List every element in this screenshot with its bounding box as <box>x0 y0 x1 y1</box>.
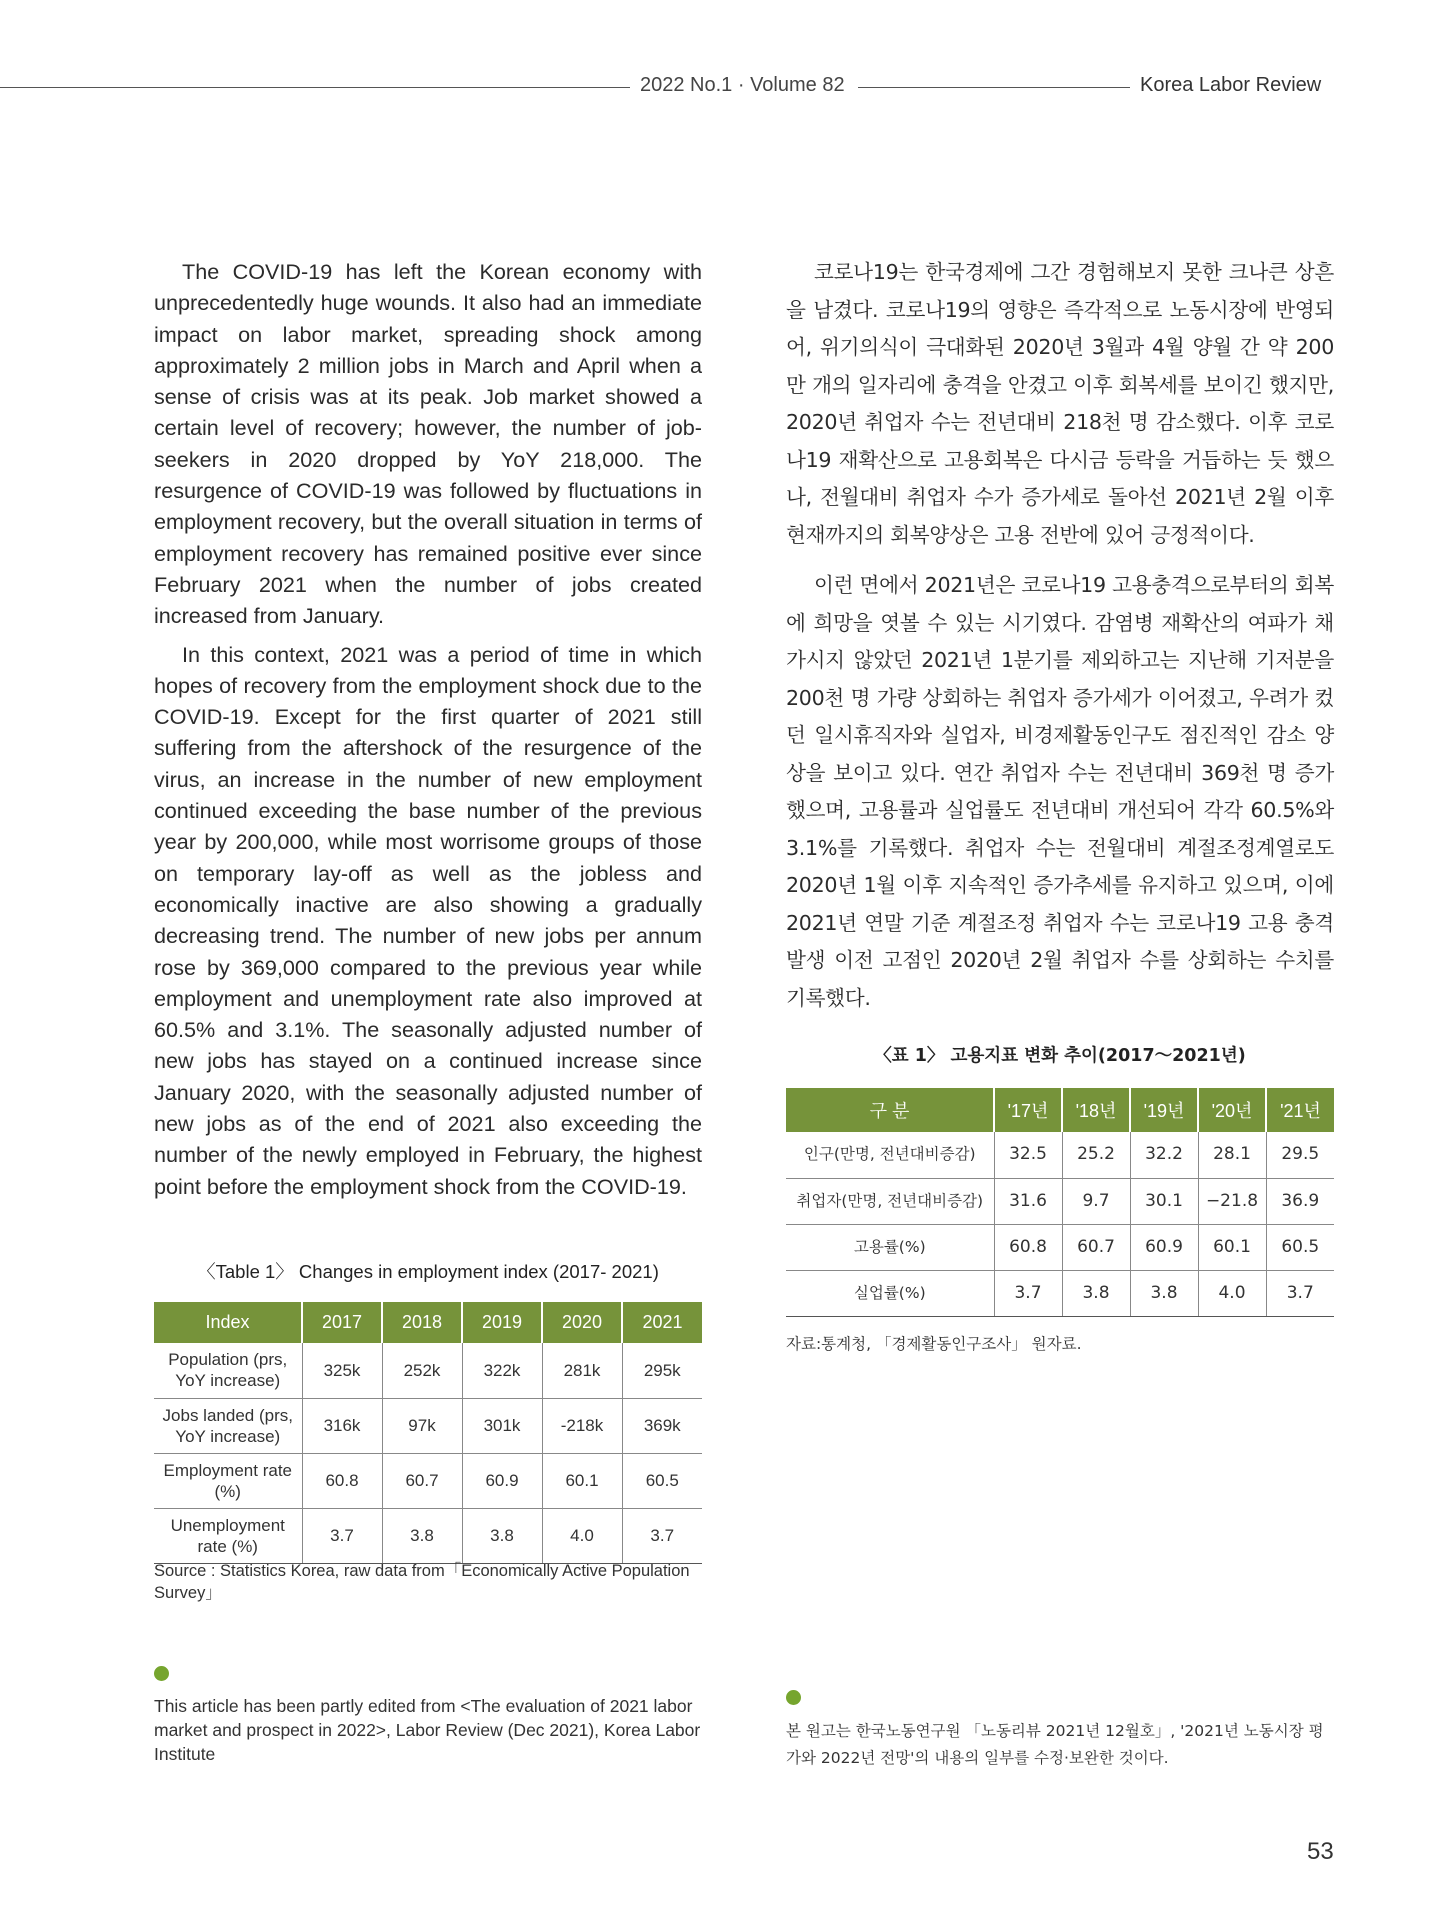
table-cell: 9.7 <box>1062 1178 1130 1224</box>
table-cell: 252k <box>382 1343 462 1398</box>
table-cell: 369k <box>622 1398 702 1453</box>
table-cell: 4.0 <box>1198 1270 1266 1316</box>
table-cell: 3.7 <box>622 1508 702 1563</box>
table-cell: 325k <box>302 1343 382 1398</box>
issue-label: 2022 No.1 · Volume 82 <box>640 74 845 96</box>
korean-table-header-row <box>786 1088 1334 1132</box>
table-cell: 60.8 <box>302 1453 382 1508</box>
korean-column <box>786 254 1334 1030</box>
table-cell: 28.1 <box>1198 1132 1266 1178</box>
table-cell: 301k <box>462 1398 542 1453</box>
english-header-2019: 2019 <box>462 1302 542 1343</box>
english-column <box>154 256 702 1209</box>
table-row <box>154 1453 702 1508</box>
table-cell: 281k <box>542 1343 622 1398</box>
korean-header-17: '17년 <box>994 1088 1062 1132</box>
table-cell: 29.5 <box>1266 1132 1334 1178</box>
table-cell: 60.1 <box>542 1453 622 1508</box>
english-header-2020: 2020 <box>542 1302 622 1343</box>
english-header-index: Index <box>154 1302 302 1343</box>
table-cell: 322k <box>462 1343 542 1398</box>
table-cell: 97k <box>382 1398 462 1453</box>
korean-header-21: '21년 <box>1266 1088 1334 1132</box>
table-cell: 60.7 <box>382 1453 462 1508</box>
table-cell: 3.8 <box>1130 1270 1198 1316</box>
english-footnote: This article has been partly edited from <The evaluation of 2021 labor market and prospect in 2022>, Labor Review (Dec 2021), Korea Labor Institute <box>154 1696 701 1764</box>
table-row <box>154 1343 702 1398</box>
table-row <box>154 1508 702 1563</box>
table-row <box>786 1132 1334 1178</box>
english-table-header-row <box>154 1302 702 1343</box>
english-header-2018: 2018 <box>382 1302 462 1343</box>
table-cell: 32.5 <box>994 1132 1062 1178</box>
row-label: Employment rate (%) <box>154 1453 302 1508</box>
row-label: 고용률(%) <box>786 1224 994 1270</box>
table-cell: 4.0 <box>542 1508 622 1563</box>
table-cell: 25.2 <box>1062 1132 1130 1178</box>
korean-header-20: '20년 <box>1198 1088 1266 1132</box>
row-label: 취업자(만명, 전년대비증감) <box>786 1178 994 1224</box>
table-cell: 32.2 <box>1130 1132 1198 1178</box>
table-cell: 3.7 <box>302 1508 382 1563</box>
korean-footnote: 본 원고는 한국노동연구원 「노동리뷰 2021년 12월호」, '2021년 노동시장 평가와 2022년 전망'의 내용의 일부를 수정·보완한 것이다. <box>786 1722 1324 1767</box>
table-cell: 3.8 <box>1062 1270 1130 1316</box>
korean-header-18: '18년 <box>1062 1088 1130 1132</box>
table-cell: 60.5 <box>622 1453 702 1508</box>
table-cell: 3.8 <box>382 1508 462 1563</box>
english-paragraph-2: In this context, 2021 was a period of time in which hopes of recovery from the employment shock due to the COVID-19. Except for the first quarter of 2021 still suffering from the aftershock of the resurgence of the virus, an increase in the number of new employment continued exceeding the base number of the previous year by 200,000, while most worrisome groups of those on temporary lay-off as well as the jobless and economically inactive are also showing a gradually decreasing trend. The number of new jobs per annum rose by 369,000 compared to the previous year while employment and unemployment rate also improved at 60.5% and 3.1%. The seasonally adjusted number of new jobs has stayed on a continued increase since January 2020, with the seasonally adjusted number of new jobs as of the end of 2021 also exceeding the number of the newly employed in February, the highest point before the employment shock from the COVID-19. <box>154 641 702 1199</box>
table-cell: 60.5 <box>1266 1224 1334 1270</box>
table-cell: 316k <box>302 1398 382 1453</box>
table-cell: 3.7 <box>1266 1270 1334 1316</box>
header-rule-middle <box>858 87 1130 88</box>
row-label: Jobs landed (prs, YoY increase) <box>154 1398 302 1453</box>
row-label: 인구(만명, 전년대비증감) <box>786 1132 994 1178</box>
table-cell: 30.1 <box>1130 1178 1198 1224</box>
english-paragraph-1: The COVID-19 has left the Korean economy with unprecedentedly huge wounds. It also had an immediate impact on labor market, spreading shock among approximately 2 million jobs in March and April when a sense of crisis was at its peak. Job market showed a certain level of recovery; however, the number of job-seekers in 2020 dropped by YoY 218,000. The resurgence of COVID-19 was followed by fluctuations in employment recovery, but the overall situation in terms of employment recovery has remained positive ever since February 2021 when the number of jobs created increased from January. <box>154 259 702 629</box>
english-header-2021: 2021 <box>622 1302 702 1343</box>
table-cell: 36.9 <box>1266 1178 1334 1224</box>
row-label: Population (prs, YoY increase) <box>154 1343 302 1398</box>
footnote-bullet-icon <box>786 1690 801 1705</box>
table-row <box>154 1398 702 1453</box>
table-cell: 3.8 <box>462 1508 542 1563</box>
english-table-source: Source : Statistics Korea, raw data from「Economically Active Population Survey」 <box>154 1562 690 1602</box>
header-rule-left <box>0 87 630 88</box>
english-header-2017: 2017 <box>302 1302 382 1343</box>
korean-table-caption: 〈표 1〉 고용지표 변화 추이(2017～2021년) <box>874 1046 1246 1066</box>
journal-title: Korea Labor Review <box>1140 74 1322 96</box>
row-label: 실업률(%) <box>786 1270 994 1316</box>
korean-table-source: 자료:통계청, 「경제활동인구조사」 원자료. <box>786 1335 1082 1353</box>
table-cell: 295k <box>622 1343 702 1398</box>
table-cell: 60.9 <box>1130 1224 1198 1270</box>
table-row <box>786 1270 1334 1316</box>
table-cell: 60.9 <box>462 1453 542 1508</box>
row-label: Unemployment rate (%) <box>154 1508 302 1563</box>
footnote-bullet-icon <box>154 1666 169 1681</box>
table-cell: 3.7 <box>994 1270 1062 1316</box>
table-cell: 60.8 <box>994 1224 1062 1270</box>
table-cell: −21.8 <box>1198 1178 1266 1224</box>
table-cell: -218k <box>542 1398 622 1453</box>
table-row <box>786 1178 1334 1224</box>
table-row <box>786 1224 1334 1270</box>
table-cell: 60.7 <box>1062 1224 1130 1270</box>
korean-header-19: '19년 <box>1130 1088 1198 1132</box>
page-number: 53 <box>1307 1838 1334 1865</box>
korean-paragraph-1: 코로나19는 한국경제에 그간 경험해보지 못한 크나큰 상흔을 남겼다. 코로나19의 영향은 즉각적으로 노동시장에 반영되어, 위기의식이 극대화된 2020년 3월과 4월 양월 간 약 200만 개의 일자리에 충격을 안겼고 이후 회복세를 보이긴 했지만, 2020년 취업자 수는 전년대비 218천 명 감소했다. 이후 코로나19 재확산으로 고용회복은 다시금 등락을 거듭하는 듯 했으나, 전월대비 취업자 수가 증가세로 돌아선 2021년 2월 이후 현재까지의 회복양상은 고용 전반에 있어 긍정적이다. <box>786 260 1334 547</box>
table-cell: 60.1 <box>1198 1224 1266 1270</box>
korean-paragraph-2: 이런 면에서 2021년은 코로나19 고용충격으로부터의 회복에 희망을 엿볼 수 있는 시기였다. 감염병 재확산의 여파가 채 가시지 않았던 2021년 1분기를 제외하고는 지난해 기저분을 200천 명 가량 상회하는 취업자 증가세가 이어졌고, 우려가 컸던 일시휴직자와 실업자, 비경제활동인구도 점진적인 감소 양상을 보이고 있다. 연간 취업자 수는 전년대비 369천 명 증가했으며, 고용률과 실업률도 전년대비 개선되어 각각 60.5%와 3.1%를 기록했다. 취업자 수는 전월대비 계절조정계열로도 2020년 1월 이후 지속적인 증가추세를 유지하고 있으며, 이에 2021년 연말 기준 계절조정 취업자 수는 코로나19 고용 충격 발생 이전 고점인 2020년 2월 취업자 수를 상회하는 수치를 기록했다. <box>786 573 1334 1010</box>
table-cell: 31.6 <box>994 1178 1062 1224</box>
english-table-caption: 〈Table 1〉 Changes in employment index (2017- 2021) <box>197 1261 659 1282</box>
korean-header-category: 구 분 <box>786 1088 994 1132</box>
korean-table <box>786 1088 1334 1317</box>
english-table <box>154 1302 702 1564</box>
